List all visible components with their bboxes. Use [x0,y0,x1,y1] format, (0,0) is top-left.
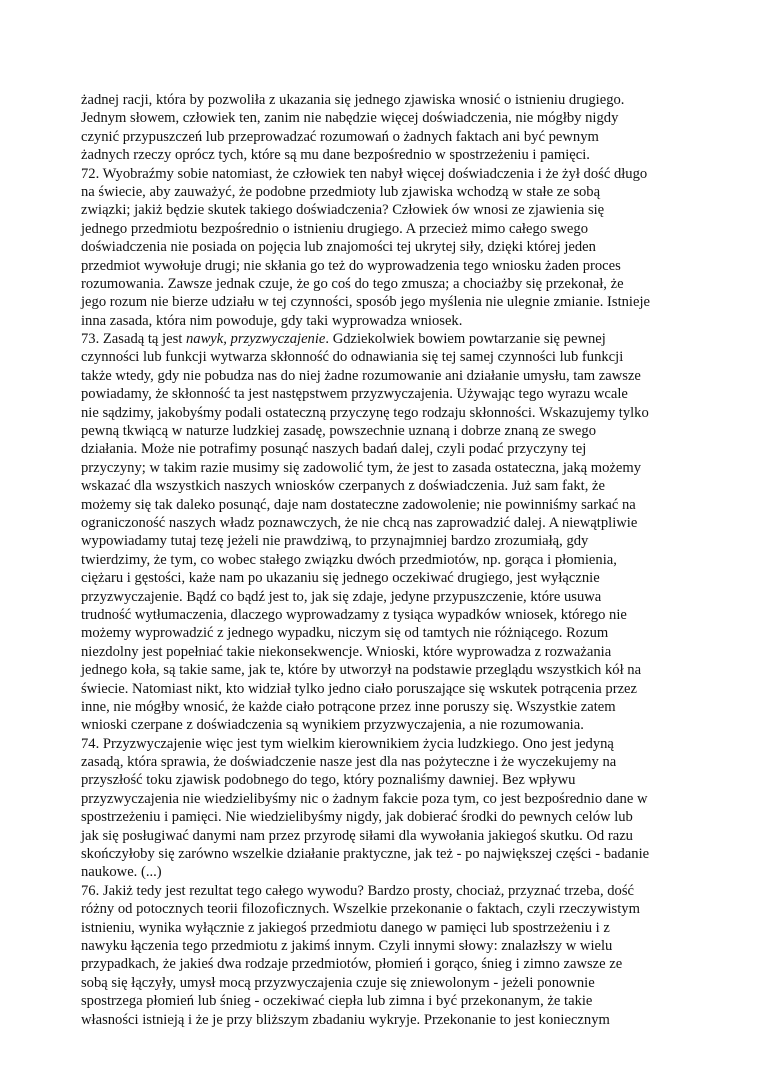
text-line: wypowiadamy tutaj tezę jeżeli nie prawdziwą, to przynajmniej bardzo zrozumiałą, gdy [81,533,589,550]
text-line: różny od potocznych teorii filozoficznych. Wszelkie przekonanie o faktach, czyli rzeczywistym [81,901,640,918]
text-line: także wtedy, gdy nie pobudza nas do niej żadne rozumowanie ani działanie umysłu, tam zawsze [81,367,641,384]
text-line: trudność wytłumaczenia, dlaczego wyprowadzamy z tysiąca wypadków wniosek, którego nie [81,606,627,623]
text-line: doświadczenia nie posiada on pojęcia lub znajomości tej ukrytej siły, dzięki której jeden [81,239,596,256]
text-line: spostrzeżeniu i pamięci. Nie wiedzielibyśmy nigdy, jak dobierać środki do pewnych celów lub [81,809,633,826]
text-line: przypadkach, że jakieś dwa rodzaje przedmiotów, płomień i gorąco, śnieg i zimno zawsze ze [81,956,623,973]
text-line: Jednym słowem, człowiek ten, zanim nie nabędzie więcej doświadczenia, nie mógłby nigdy [81,110,619,127]
text-line: jednego przedmiotu bezpośrednio o istnieniu drugiego. A przecież mimo całego swego [81,220,588,237]
text-line: własności istnieją i że je przy bliższym zbadaniu wykryje. Przekonanie to jest koniecznym [81,1011,610,1028]
text-line: żadnej racji, która by pozwoliła z ukazania się jednego zjawiska wnosić o istnieniu drugiego. [81,92,625,108]
text-line: skończyłoby się zarówno wszelkie działanie praktyczne, jak też - po największej części - badanie [81,846,650,863]
text-line: powiadamy, że skłonność ta jest następstwem przyzwyczajenia. Używając tego wyrazu wcale [81,386,628,403]
text-line: inna zasada, która nim powoduje, gdy taki wyprowadza wniosek. [81,312,463,329]
text-line: jednego koła, są takie same, jak te, które by utworzył na podstawie przeglądu wszystkich kół na [81,662,642,679]
text-line: 73. Zasadą tą jest nawyk, przyzwyczajenie. Gdziekolwiek bowiem powtarzanie się pewnej [81,331,606,348]
text-line: nawyku łączenia tego przedmiotu z jakimś innym. Czyli innymi słowy: znalazłszy w wielu [81,937,613,954]
text-line: wnioski czerpane z doświadczenia są wynikiem przyzwyczajenia, a nie rozumowania. [81,717,584,734]
text-line: możemy wyprowadzić z jednego wypadku, niczym się od tamtych nie różniącego. Rozum [81,625,609,642]
text-line: twierdzimy, że tym, co wobec stałego związku dwóch przedmiotów, np. gorąca i płomienia, [81,551,617,568]
text-line: działania. Może nie potrafimy posunąć naszych badań dalej, czyli podać przyczyny tej [81,441,587,458]
text-line: ograniczoność naszych władz poznawczych, że nie chcą nas zaprowadzić dalej. A niewątpliwie [81,514,638,531]
text-line: 76. Jakiż tedy jest rezultat tego całego wywodu? Bardzo prosty, chociaż, przyznać trzeba, dość [81,882,634,899]
text-line: niezdolny jest popełniać takie niekonsekwencje. Wnioski, które wyprowadza z rozważania [81,643,612,660]
text-line: czynić przypuszczeń lub przeprowadzać rozumowań o żadnych faktach ani być pewnym [81,128,599,145]
text-line: żadnych rzeczy oprócz tych, które są mu dane bezpośrednio w spostrzeżeniu i pamięci. [81,147,590,164]
text-line: związki; jakiż będzie skutek takiego doświadczenia? Człowiek ów wnosi ze zjawienia się [81,202,605,219]
text-line: wskazać dla wszystkich naszych wniosków czerpanych z doświadczenia. Już sam fakt, że [81,478,605,495]
text-line: świecie. Natomiast nikt, kto widział tylko jedno ciało poruszające się wskutek potrącenia przez [81,680,637,697]
text-line: nie sądzimy, jakobyśmy podali ostateczną przyczynę tego rodzaju skłonności. Wskazujemy tylko [81,404,649,421]
text-line: 74. Przyzwyczajenie więc jest tym wielkim kierownikiem życia ludzkiego. Ono jest jedyną [81,735,614,752]
text-line: pewną tkwiącą w naturze ludzkiej zasadę, powszechnie uznaną i dobrze znaną ze swego [81,423,596,440]
document-page [81,91,681,1029]
text-line: przyzwyczajenie. Bądź co bądź jest to, jak się zdaje, jedyne przypuszczenie, które usuwa [81,588,602,605]
text-line: istnieniu, wynika wyłącznie z jakiegoś przedmiotu danego w pamięci lub spostrzeżeniu i z [81,919,610,936]
text-line: na świecie, aby zauważyć, że podobne przedmioty lub zjawiska wchodzą w stałe ze sobą [81,183,601,200]
text-line: przyszłość toku zjawisk podobnego do tego, który poznaliśmy dawniej. Bez wpływu [81,772,576,789]
text-line: ciężaru i gęstości, każe nam po ukazaniu się jednego oczekiwać drugiego, jest wyłącznie [81,570,600,587]
text-line: przyzwyczajenia nie wiedzielibyśmy nic o żadnym fakcie poza tym, co jest bezpośrednio dane w [81,790,648,807]
text-line: spostrzega płomień lub śnieg - oczekiwać ciepła lub zimna i być przekonanym, że takie [81,993,593,1010]
text-line: zasadą, która sprawia, że doświadczenie nasze jest dla nas pożyteczne i że wyczekujemy na [81,754,617,771]
text-line: możemy się tak daleko posunąć, daje nam dostateczne zadowolenie; nie powinniśmy sarkać na [81,496,636,513]
text-line: czynności lub funkcji wytwarza skłonność do odnawiania się tej samej czynności lub funkcji [81,349,624,366]
text-line: naukowe. (...) [81,864,162,881]
text-line: sobą się łączyły, umysł mocą przyzwyczajenia czuje się zniewolonym - jeżeli ponownie [81,974,595,991]
text-line: przyczyny; w takim razie musimy się zadowolić tym, że jest to zasada ostateczna, jaką możemy [81,459,642,476]
text-line: jak się posługiwać danymi nam przez przyrodę siłami dla wywołania jakiegoś skutku. Od razu [81,827,633,844]
text-line: rozumowania. Zawsze jednak czuje, że go coś do tego zmusza; a chociażby się przekonał, że [81,275,624,292]
text-line: inne, nie mógłby wnosić, że każde ciało potrącone przez inne poruszy się. Wszystkie zatem [81,698,616,715]
text-line: 72. Wyobraźmy sobie natomiast, że człowiek ten nabył więcej doświadczenia i że żył dość długo [81,165,648,182]
text-line: jego rozum nie bierze udziału w tej czynności, sposób jego myślenia nie ulegnie zmianie. Istnieje [81,294,650,311]
text-line: przedmiot wywołuje drugi; nie skłania go też do wyprowadzenia tego wniosku żaden proces [81,257,621,274]
